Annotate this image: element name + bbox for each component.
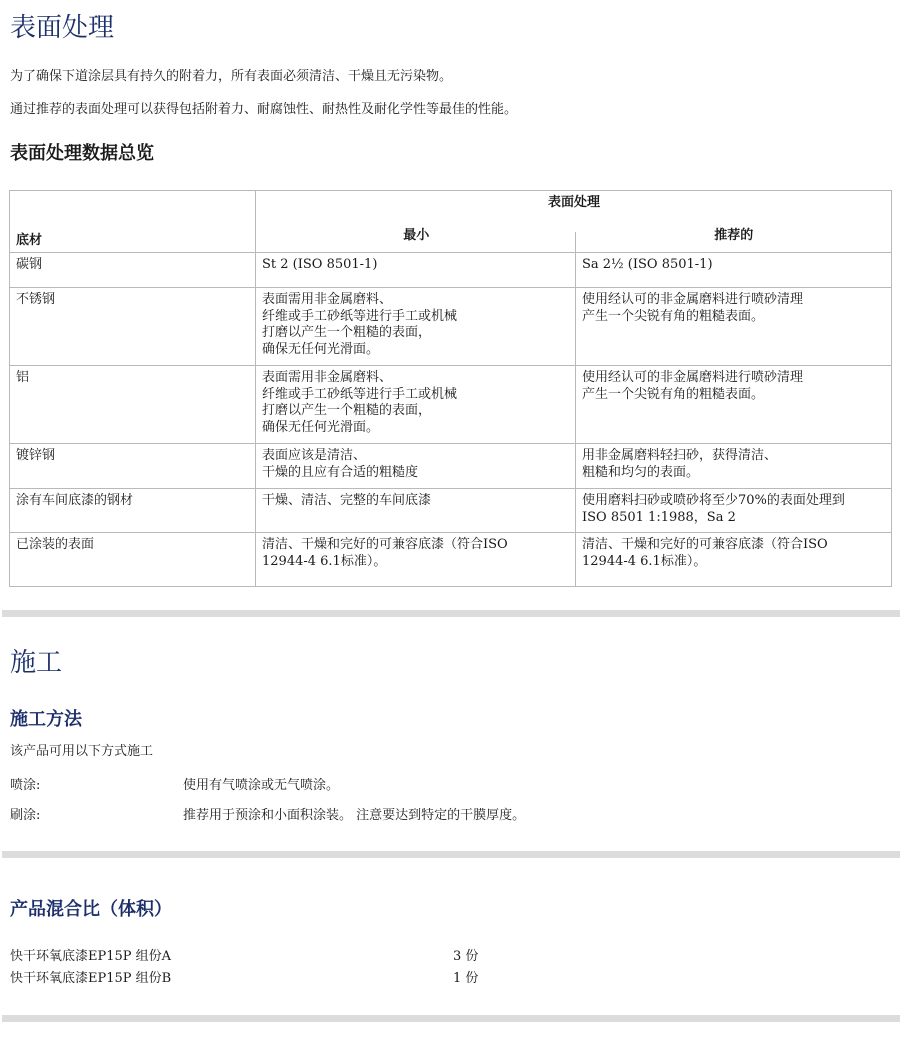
cell-recommended	[576, 366, 892, 444]
table-row	[10, 366, 892, 444]
header-recommended: 推荐的	[576, 219, 892, 253]
cell-line: 纤维或手工砂纸等进行手工或机械	[262, 386, 458, 402]
cell-minimum	[256, 366, 576, 444]
cell-line: 使用经认可的非金属磨料进行喷砂清理	[582, 370, 804, 385]
cell-substrate: 不锈钢	[10, 288, 256, 366]
table-row	[10, 288, 892, 366]
cell-recommended	[576, 489, 892, 533]
cell-line: 表面需用非金属磨料、	[262, 370, 393, 385]
cell-line: 确保无任何光滑面。	[262, 419, 380, 435]
mix-component-b-name: 快干环氧底漆EP15P 组份B	[10, 971, 172, 986]
intro-paragraph-2: 通过推荐的表面处理可以获得包括附着力、耐腐蚀性、耐热性及耐化学性等最佳的性能。	[10, 102, 518, 117]
cell-recommended	[576, 253, 892, 288]
cell-line: 表面需用非金属磨料、	[262, 292, 393, 307]
cell-substrate: 铝	[10, 366, 256, 444]
cell-line: 用非金属磨料轻扫砂，获得清洁、	[582, 448, 778, 463]
cell-minimum	[256, 253, 576, 288]
cell-substrate: 镀锌钢	[10, 444, 256, 489]
cell-recommended	[576, 444, 892, 489]
section-divider	[2, 851, 900, 858]
mix-component-a-name: 快干环氧底漆EP15P 组份A	[10, 949, 172, 964]
method-label-spray: 喷涂:	[10, 778, 41, 793]
cell-minimum	[256, 533, 576, 587]
header-surface-treatment: 表面处理	[256, 191, 892, 219]
cell-line: 纤维或手工砂纸等进行手工或机械	[262, 308, 458, 324]
cell-recommended	[576, 288, 892, 366]
cell-line: 粗糙和均匀的表面。	[582, 464, 700, 480]
intro-paragraph-1: 为了确保下道涂层具有持久的附着力，所有表面必须清洁、干燥且无污染物。	[10, 69, 453, 84]
application-method-heading: 施工方法	[10, 709, 82, 730]
application-title: 施工	[10, 648, 63, 678]
cell-line: 确保无任何光滑面。	[262, 341, 380, 357]
mix-component-a-parts: 3 份	[453, 949, 479, 964]
application-method-intro: 该产品可用以下方式施工	[10, 744, 154, 759]
cell-line: ISO 8501 1:1988，Sa 2	[582, 509, 736, 525]
section-divider	[2, 1015, 900, 1022]
cell-recommended	[576, 533, 892, 587]
surface-treatment-table	[9, 190, 892, 587]
cell-line: St 2 (ISO 8501-1)	[262, 257, 378, 272]
table-row	[10, 253, 892, 288]
cell-line: 干燥的且应有合适的粗糙度	[262, 464, 419, 480]
header-divider	[575, 232, 576, 252]
header-substrate: 底材	[10, 191, 256, 253]
table-row	[10, 489, 892, 533]
cell-line: 干燥、清洁、完整的车间底漆	[262, 493, 432, 508]
page-title: 表面处理	[10, 13, 115, 43]
cell-line: 使用经认可的非金属磨料进行喷砂清理	[582, 292, 804, 307]
mix-component-b-parts: 1 份	[453, 971, 479, 986]
cell-line: 清洁、干燥和完好的可兼容底漆（符合ISO	[582, 537, 828, 552]
cell-substrate: 已涂装的表面	[10, 533, 256, 587]
cell-line: 产生一个尖锐有角的粗糙表面。	[582, 386, 765, 402]
mixing-ratio-heading: 产品混合比（体积）	[10, 899, 172, 920]
cell-line: 表面应该是清洁、	[262, 448, 367, 463]
cell-line: 12944-4 6.1标准）。	[582, 553, 707, 569]
cell-line: 产生一个尖锐有角的粗糙表面。	[582, 308, 765, 324]
overview-heading: 表面处理数据总览	[10, 143, 154, 164]
header-minimum: 最小	[256, 219, 576, 253]
method-value-brush: 推荐用于预涂和小面积涂装。 注意要达到特定的干膜厚度。	[183, 808, 526, 823]
method-label-brush: 刷涂:	[10, 808, 41, 823]
table-row	[10, 533, 892, 587]
cell-line: 清洁、干燥和完好的可兼容底漆（符合ISO	[262, 537, 508, 552]
cell-line: 12944-4 6.1标准）。	[262, 553, 387, 569]
cell-line: 使用磨料扫砂或喷砂将至少70%的表面处理到	[582, 493, 845, 508]
cell-substrate: 涂有车间底漆的钢材	[10, 489, 256, 533]
cell-substrate: 碳钢	[10, 253, 256, 288]
cell-line: 打磨以产生一个粗糙的表面，	[262, 325, 432, 340]
cell-minimum	[256, 444, 576, 489]
cell-minimum	[256, 489, 576, 533]
section-divider	[2, 610, 900, 617]
table-row	[10, 444, 892, 489]
method-value-spray: 使用有气喷涂或无气喷涂。	[183, 778, 340, 793]
cell-line: 打磨以产生一个粗糙的表面，	[262, 403, 432, 418]
cell-line: Sa 2½ (ISO 8501-1)	[582, 257, 713, 272]
cell-minimum	[256, 288, 576, 366]
